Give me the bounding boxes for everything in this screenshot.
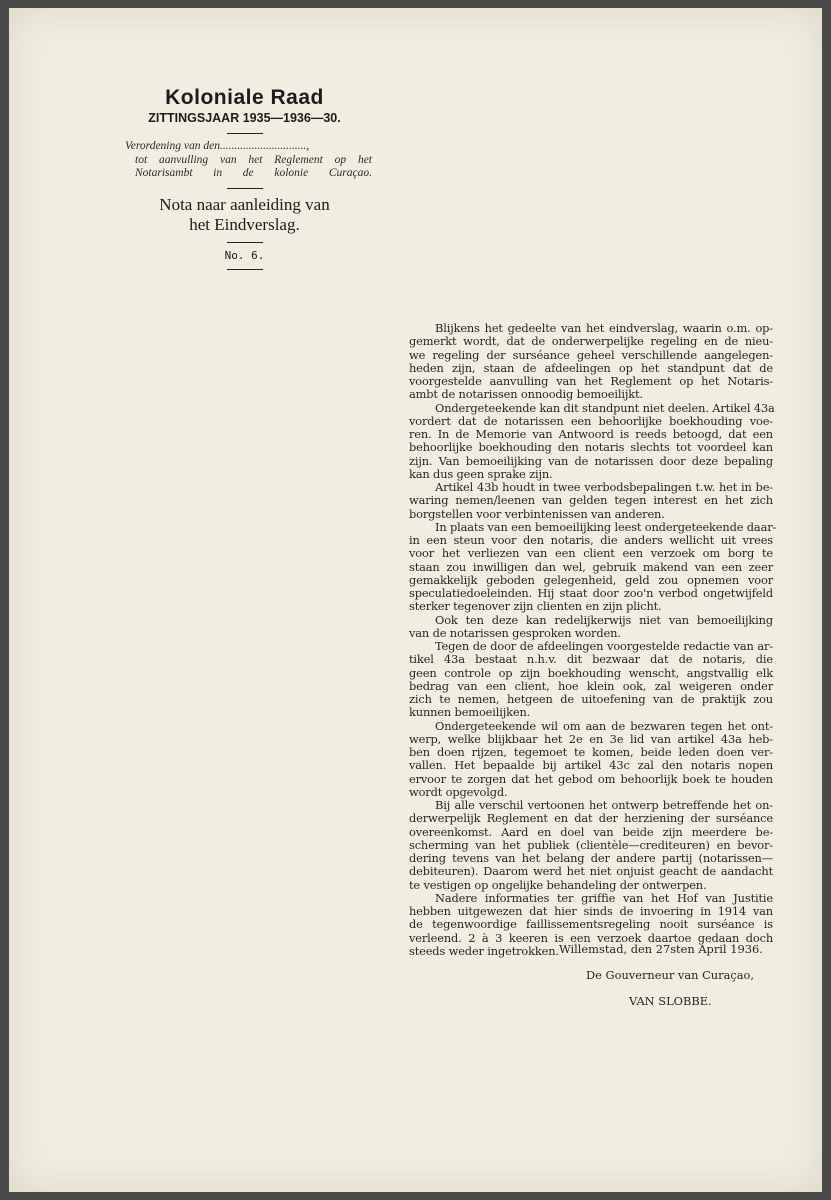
signature: VAN SLOBBE.	[629, 994, 712, 1008]
body-line: Ook ten deze kan redelijkerwijs niet van bemoeilijking	[435, 612, 773, 627]
divider	[227, 242, 263, 243]
body-line: verleend. 2 à 3 keeren is een verzoek daartoe gedaan doch	[409, 930, 773, 945]
body-line: borgstellen voor verbintenissen van anderen.	[409, 506, 665, 521]
ordinance-subject	[117, 140, 372, 181]
body-line: steeds weder ingetrokken.	[409, 943, 559, 958]
divider	[227, 188, 263, 189]
body-line: vordert dat de notarissen een behoorlijke boekhouding voe-	[409, 413, 773, 428]
place-date: Willemstad, den 27sten April 1936.	[559, 942, 763, 956]
body-line: ambt de notarissen onnoodig bemoeilijkt.	[409, 387, 643, 402]
body-line: zich te nemen, hetgeen de uitoefening van de praktijk zou	[409, 692, 773, 706]
body-line: ervoor te zorgen dat het gebod om behoorlijk boek te houden	[409, 771, 773, 786]
body-line: Nadere informaties ter griffie van het Hof van Justitie	[435, 890, 773, 905]
body-line: staan zou inwilligen dan wel, gebruik makend van een zeer	[409, 559, 773, 574]
body-line: te vestigen op ongelijke behandeling der ontwerpen.	[409, 877, 707, 892]
body-line: ben doen rijzen, tegemoet te komen, beide leden doen ver-	[409, 745, 773, 759]
body-line: waring nemen/leenen van gelden tegen interest en het zich	[409, 493, 773, 508]
body-line: Tegen de door de afdeelingen voorgestelde redactie van ar-	[435, 639, 773, 653]
session-year: ZITTINGSJAAR 1935—1936—30.	[148, 111, 341, 125]
body-line: gemakkelijk geboden gelegenheid, geld zou opnemen voor	[409, 572, 773, 587]
body-line: in een steun voor den notaris, die anders wellicht uit vrees	[409, 533, 773, 547]
body-line: werp, welke blijkbaar het 2e en 3e lid van artikel 43a heb-	[409, 731, 773, 746]
body-line: Blijkens het gedeelte van het eindverslag, waarin o.m. op-	[435, 321, 773, 335]
body-line: vallen. Het bepaalde bij artikel 43c zal den notaris nopen	[409, 758, 773, 773]
document-title	[117, 195, 372, 235]
body-line: dering tevens van het belang der andere partij (notarissen—	[409, 851, 773, 865]
body-line: ren. In de Memorie van Antwoord is reeds betoogd, dat een	[409, 427, 773, 441]
body-line: voorgestelde aanvulling van het Reglement op het Notaris-	[409, 374, 773, 388]
body-line: tikel 43a bestaat n.h.v. dit bezwaar dat de notaris, die	[409, 652, 773, 667]
subject-line: Notarisambt in de kolonie Curaçao.	[135, 167, 372, 179]
body-line: behoorlijke boekhouding den notaris slechts tot voordeel kan	[409, 440, 773, 455]
body-text	[409, 321, 777, 958]
body-line: kan dus geen sprake zijn.	[409, 466, 553, 481]
body-line: heden zijn, staan de afdeelingen op het standpunt dat de	[409, 360, 773, 375]
body-line: scherming van het publiek (clientèle—crediteuren) en bevor-	[409, 837, 773, 852]
body-line: Ondergeteekende kan dit standpunt niet deelen. Artikel 43a	[435, 400, 775, 415]
divider	[227, 269, 263, 270]
document-number: No. 6.	[224, 248, 265, 262]
body-line: zijn. Van bemoeilijking van de notarissen door deze bepaling	[409, 453, 773, 468]
body-line: debiteuren). Daarom werd het niet onjuist geacht de aandacht	[409, 864, 773, 879]
subject-line: Verordening van den..............................,	[125, 140, 310, 152]
divider	[227, 133, 263, 134]
document-header	[117, 86, 372, 276]
body-line: Artikel 43b houdt in twee verbodsbepalingen t.w. het in be-	[435, 480, 773, 494]
body-line: overeenkomst. Aard en doel van beide zijn meerdere be-	[409, 824, 773, 839]
body-line: sterker tegenover zijn clienten en zijn plicht.	[409, 599, 662, 614]
body-line: voor het verliezen van een client een verzoek om borg te	[409, 546, 773, 561]
body-line: In plaats van een bemoeilijking leest ondergeteekende daar-	[435, 519, 777, 534]
title-line: het Eindverslag.	[189, 214, 300, 234]
body-line: derwerpelijk Reglement en dat der herziening der surséance	[409, 811, 773, 826]
body-line: gemerkt wordt, dat de onderwerpelijke regeling en de nieu-	[409, 334, 773, 349]
body-line: we regeling der surséance geheel verschillende aangelegen-	[409, 347, 773, 362]
body-line: kunnen bemoeilijken.	[409, 705, 531, 720]
body-line: wordt opgevolgd.	[409, 784, 508, 799]
body-line: hebben uitgewezen dat hier sinds de invoering in 1914 van	[409, 904, 773, 918]
body-line: geen controle op zijn boekhouding wenscht, angstvallig elk	[409, 665, 773, 680]
signatory-title: De Gouverneur van Curaçao,	[586, 968, 755, 982]
body-line: van de notarissen gesproken worden.	[409, 625, 621, 640]
body-line: Bij alle verschil vertoonen het ontwerp betreffende het on-	[435, 798, 773, 812]
council-name: Koloniale Raad	[165, 86, 324, 109]
body-line: Ondergeteekende wil om aan de bezwaren tegen het ont-	[435, 718, 773, 733]
title-line: Nota naar aanleiding van	[159, 194, 330, 214]
document-page	[9, 8, 822, 1192]
body-line: de tegenwoordige faillissementsregeling nooit surséance is	[409, 917, 773, 932]
subject-line: tot aanvulling van het Reglement op het	[135, 153, 372, 166]
body-line: speculatiedoeleinden. Hij staat door zoo'n verbod ongetwijfeld	[409, 586, 773, 600]
body-line: bedrag van een client, hoe klein ook, zal weigeren onder	[409, 678, 773, 693]
